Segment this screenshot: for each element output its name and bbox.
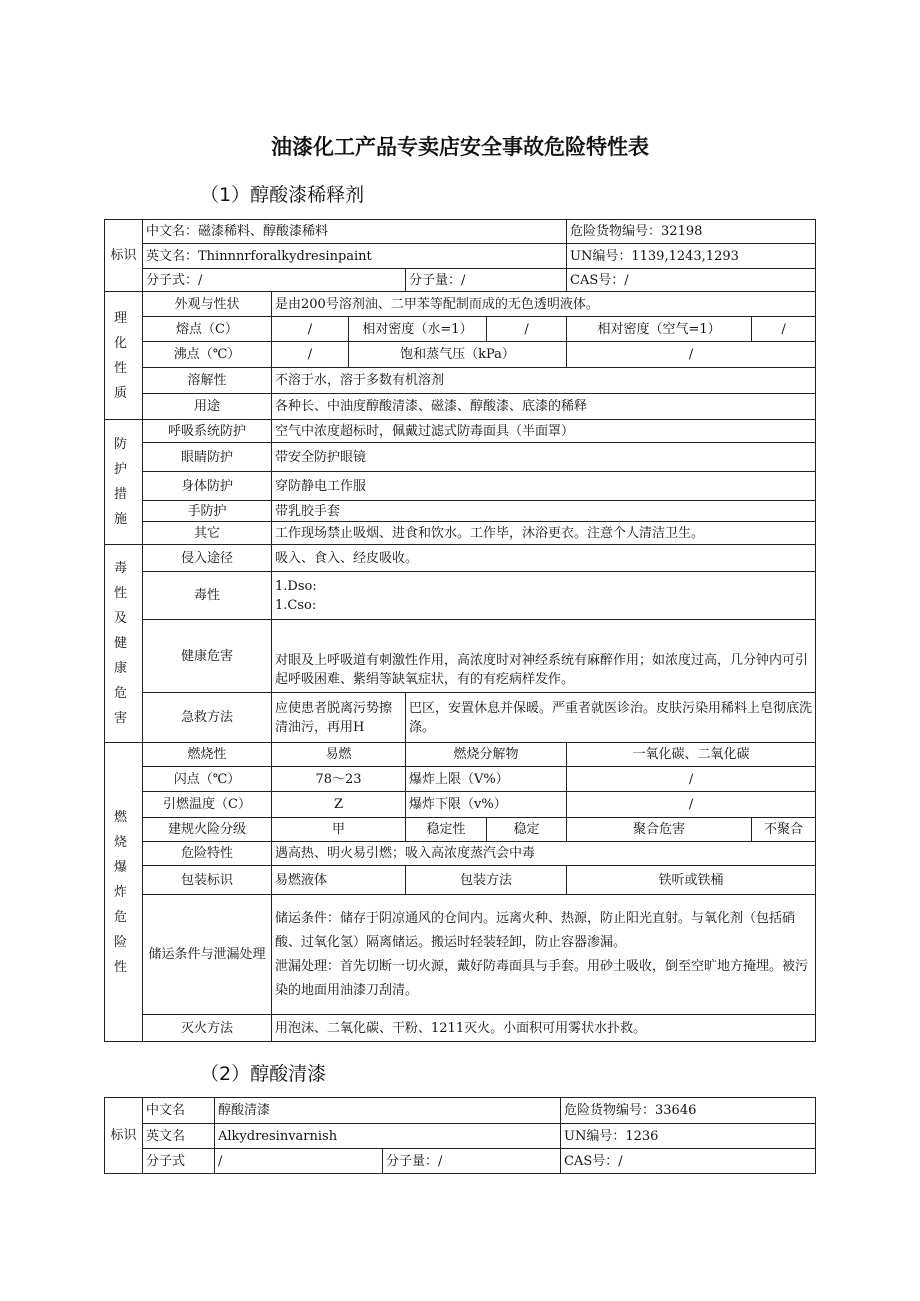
first-aid-part1: 应使患者脱离污势擦清油污，再用H [272,693,406,743]
fire-class-label: 建规火险分级 [143,818,272,842]
decomposition-value: 一氧化碳、二氧化碳 [567,743,816,767]
polymerization-value: 不聚合 [752,818,816,842]
cn-name: 中文名：磁漆稀料、醇酸漆稀料 [143,220,567,244]
danger-label: 危险特性 [143,842,272,866]
en-name-2: Alkydresinvarnish [215,1124,561,1149]
first-aid-part2: 巴区，安置休息并保暖。严重者就医诊治。皮肤污染用稀料上皂彻底洗涤。 [406,693,816,743]
leak-handling: 泄漏处理：首先切断一切火源，戴好防毒面具与手套。用砂土吸收，倒至空旷地方掩埋。被污染的地面用油漆刀刮清。 [275,958,809,998]
lower-limit-value: / [567,792,816,818]
toxicity-label: 毒性 [143,572,272,620]
ignition-temp-label: 引燃温度（C） [143,792,272,818]
group-physical-chemical: 理化性质 [105,292,143,420]
lower-limit-label: 爆炸下限（v%） [406,792,567,818]
un-number: UN编号：1139,1243,1293 [567,244,816,269]
melting-point-label: 熔点（C） [143,317,272,342]
group-identification-2: 标识 [105,1098,143,1174]
haz-number: 危险货物编号：32198 [567,220,816,244]
appearance-label: 外观与性状 [143,292,272,317]
stability-value: 稳定 [487,818,567,842]
extinguish-value: 用泡沫、二氧化碳、干粉、1211灭火。小面积可用雾状水扑救。 [272,1015,816,1042]
cas-number-2: CAS号：/ [561,1149,816,1174]
formula-label-2: 分子式 [143,1149,215,1174]
un-number-2: UN编号：1236 [561,1124,816,1149]
boiling-point-value: / [272,342,349,368]
storage-leak-label: 储运条件与泄漏处理 [143,895,272,1015]
route-label: 侵入途径 [143,545,272,572]
use-value: 各种长、中油度醇酸清漆、磁漆、醇酸漆、底漆的稀释 [272,394,816,420]
rel-density-water-value: / [487,317,567,342]
danger-value: 遇高热、明火易引燃；吸入高浓度蒸汽会中毒 [272,842,816,866]
package-mark-label: 包装标识 [143,866,272,895]
polymerization-label: 聚合危害 [567,818,752,842]
upper-limit-label: 爆炸上限（V%） [406,767,567,792]
rel-density-air-value: / [752,317,816,342]
health-value: 对眼及上呼吸道有刺激性作用，高浓度时对神经系统有麻醉作用；如浓度过高，几分钟内可引起呼吸困难、紫绢等缺氧症状，有的有疙病样发作。 [272,620,816,693]
haz-number-2: 危险货物编号：33646 [561,1098,816,1124]
respiratory-value: 空气中浓度超标时，佩戴过滤式防毒面具（半面罩） [272,420,816,443]
extinguish-label: 灭火方法 [143,1015,272,1042]
flash-point-label: 闪点（℃） [143,767,272,792]
group-fire-explosion: 燃烧爆炸危险性 [105,743,143,1042]
group-protection: 防护措施 [105,420,143,545]
body-label: 身体防护 [143,472,272,501]
solubility-label: 溶解性 [143,368,272,394]
decomposition-label: 燃烧分解物 [406,743,567,767]
safety-table-varnish [104,1097,816,1174]
other-value: 工作现场禁止吸烟、进食和饮水。工作毕，沐浴更衣。注意个人清洁卫生。 [272,522,816,545]
section-heading-thinner: （1）醇酸漆稀释剂 [200,184,365,206]
en-name: 英文名：Thinnnrforalkydresinpaint [143,244,567,269]
en-name-label-2: 英文名 [143,1124,215,1149]
hand-label: 手防护 [143,501,272,522]
vapor-pressure-label: 饱和蒸气压（kPa） [349,342,567,368]
melting-point-value: / [272,317,349,342]
upper-limit-value: / [567,767,816,792]
cn-name-2: 醇酸清漆 [215,1098,561,1124]
use-label: 用途 [143,394,272,420]
boiling-point-label: 沸点（℃） [143,342,272,368]
fire-class-value: 甲 [272,818,406,842]
solubility-value: 不溶于水，溶于多数有机溶剂 [272,368,816,394]
package-mark-value: 易燃液体 [272,866,406,895]
stability-label: 稳定性 [406,818,487,842]
toxicity-value [272,572,816,620]
first-aid-label: 急救方法 [143,693,272,743]
package-method-label: 包装方法 [406,866,567,895]
appearance-value: 是由200号溶剂油、二甲苯等配制而成的无色透明液体。 [272,292,816,317]
group-toxicity-health: 毒性及健康危害 [105,545,143,743]
health-label: 健康危害 [143,620,272,693]
mol-weight-2: 分子量：/ [383,1149,561,1174]
cas-number: CAS号：/ [567,269,816,292]
rel-density-air-label: 相对密度（空气=1） [567,317,752,342]
vapor-pressure-value: / [567,342,816,368]
rel-density-water-label: 相对密度（水=1） [349,317,487,342]
other-label: 其它 [143,522,272,545]
formula-value-2: / [215,1149,383,1174]
combustibility-label: 燃烧性 [143,743,272,767]
flash-point-value: 78～23 [272,767,406,792]
ld50: 1.Dso: [275,578,317,594]
eye-label: 眼睛防护 [143,443,272,472]
package-method-value: 铁听或铁桶 [567,866,816,895]
lc50: 1.Cso: [275,597,317,613]
eye-value: 带安全防护眼镜 [272,443,816,472]
group-identification: 标识 [105,220,143,292]
storage-leak-value [272,895,816,1015]
section-heading-varnish: （2）醇酸清漆 [200,1063,327,1085]
route-value: 吸入、食入、经皮吸收。 [272,545,816,572]
mol-weight: 分子量：/ [406,269,567,292]
body-value: 穿防静电工作服 [272,472,816,501]
hand-value: 带乳胶手套 [272,501,816,522]
respiratory-label: 呼吸系统防护 [143,420,272,443]
cn-name-label-2: 中文名 [143,1098,215,1124]
ignition-temp-value: Z [272,792,406,818]
storage-conditions: 储运条件：储存于阴凉通风的仓间内。远离火种、热源，防止阳光直射。与氧化剂（包括硝酸、过氧化氢）隔离储运。搬运时轻装轻卸，防止容器渗漏。 [275,910,796,950]
safety-table-thinner [104,219,816,1042]
page-title: 油漆化工产品专卖店安全事故危险特性表 [271,135,649,159]
combustibility-value: 易燃 [272,743,406,767]
formula: 分子式：/ [143,269,406,292]
